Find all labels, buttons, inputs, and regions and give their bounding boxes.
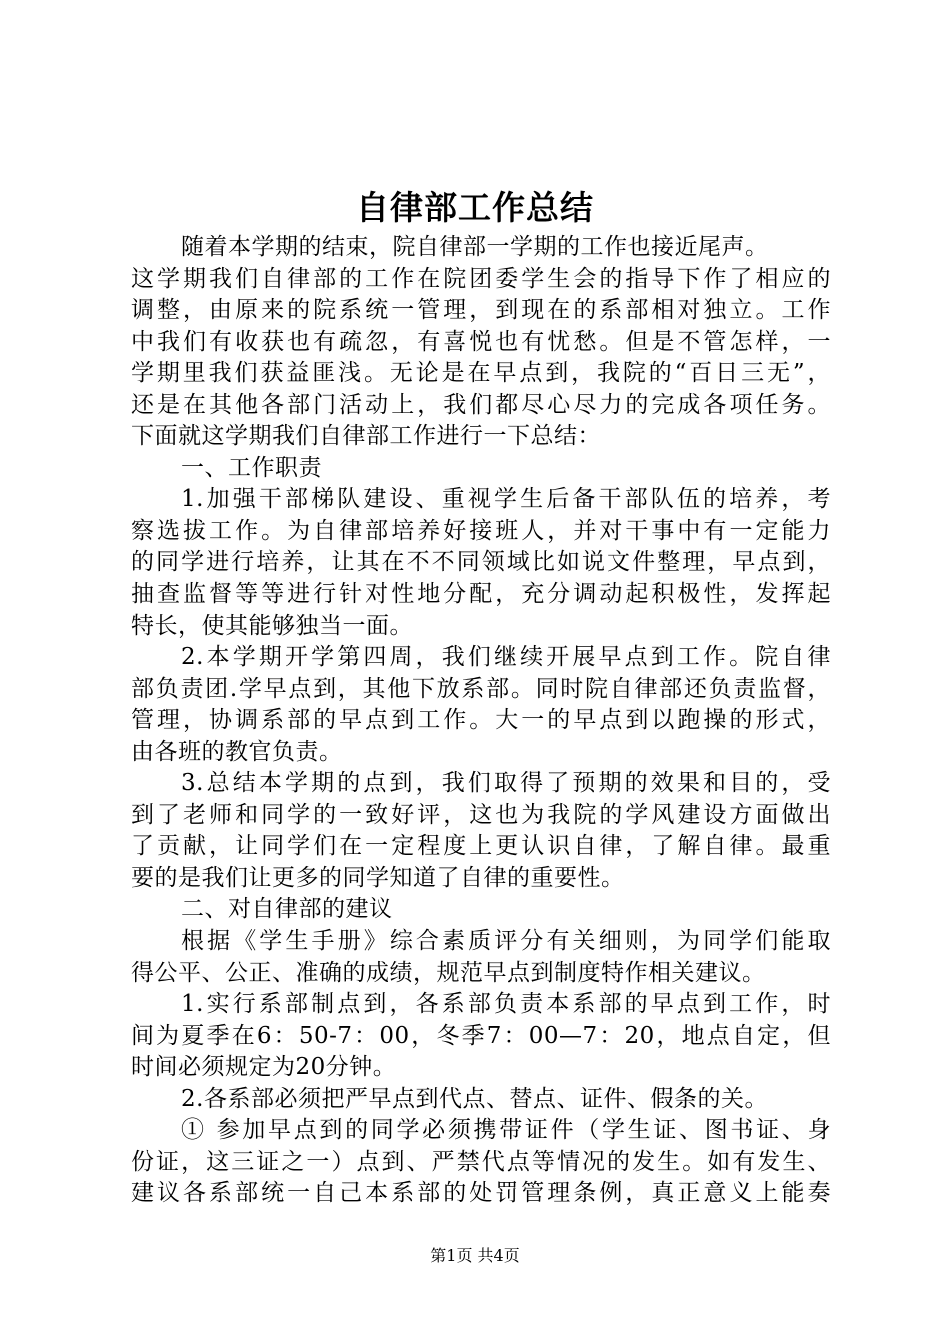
text-line: 到了老师和同学的一致好评，这也为我院的学风建设方面做出 (131, 801, 831, 828)
text-line: 间为夏季在6：50-7：00，冬季7：00—7：20，地点自定，但 (131, 1022, 831, 1049)
text-line: 建议各系部统一自己本系部的处罚管理条例，真正意义上能奏 (131, 1180, 831, 1207)
document-body (131, 232, 831, 1210)
text-line: 份证，这三证之一）点到、严禁代点等情况的发生。如有发生、 (131, 1148, 831, 1175)
text-line: 的同学进行培养，让其在不不同领域比如说文件整理，早点到， (131, 549, 831, 576)
text-line: 还是在其他各部门活动上，我们都尽心尽力的完成各项任务。 (131, 391, 831, 418)
text-line: 调整，由原来的院系统一管理，到现在的系部相对独立。工作 (131, 297, 831, 324)
text-line: 时间必须规定为20分钟。 (131, 1054, 397, 1081)
text-line: 根据《学生手册》综合素质评分有关细则，为同学们能取 (181, 928, 831, 955)
section-heading: 一、工作职责 (181, 454, 322, 481)
text-line: 了贡献，让同学们在一定程度上更认识自律，了解自律。最重 (131, 833, 831, 860)
text-line: 部负责团.学早点到，其他下放系部。同时院自律部还负责监督， (131, 675, 831, 702)
document-title: 自律部工作总结 (356, 188, 594, 227)
text-line: 抽查监督等等进行针对性地分配，充分调动起积极性，发挥起 (131, 581, 831, 608)
text-line: 中我们有收获也有疏忽，有喜悦也有忧愁。但是不管怎样，一 (131, 328, 831, 355)
text-line: 学期里我们获益匪浅。无论是在早点到，我院的“百日三无”， (131, 360, 831, 387)
text-line: 得公平、公正、准确的成绩，规范早点到制度特作相关建议。 (131, 959, 766, 986)
text-line: 2.各系部必须把严早点到代点、替点、证件、假条的关。 (181, 1085, 768, 1112)
text-line: 下面就这学期我们自律部工作进行一下总结： (131, 423, 601, 450)
text-line: 1.实行系部制点到，各系部负责本系部的早点到工作，时 (181, 991, 831, 1018)
text-line: 3.总结本学期的点到，我们取得了预期的效果和目的，受 (181, 770, 831, 797)
section-heading: 二、对自律部的建议 (181, 896, 393, 923)
text-line: 特长，使其能够独当一面。 (131, 612, 413, 639)
text-line: 1.加强干部梯队建设、重视学生后备干部队伍的培养，考 (181, 486, 831, 513)
text-line: ① 参加早点到的同学必须携带证件（学生证、图书证、身 (181, 1117, 831, 1144)
text-line: 由各班的教官负责。 (131, 738, 343, 765)
text-line: 2.本学期开学第四周，我们继续开展早点到工作。院自律 (181, 644, 831, 671)
text-line: 这学期我们自律部的工作在院团委学生会的指导下作了相应的 (131, 265, 831, 292)
text-line: 要的是我们让更多的同学知道了自律的重要性。 (131, 864, 625, 891)
text-line: 管理，协调系部的早点到工作。大一的早点到以跑操的形式， (131, 707, 831, 734)
text-line: 察选拔工作。为自律部培养好接班人，并对干事中有一定能力 (131, 517, 831, 544)
text-line: 随着本学期的结束，院自律部一学期的工作也接近尾声。 (181, 234, 769, 260)
page-number-footer: 第1页 共4页 (430, 1246, 520, 1265)
